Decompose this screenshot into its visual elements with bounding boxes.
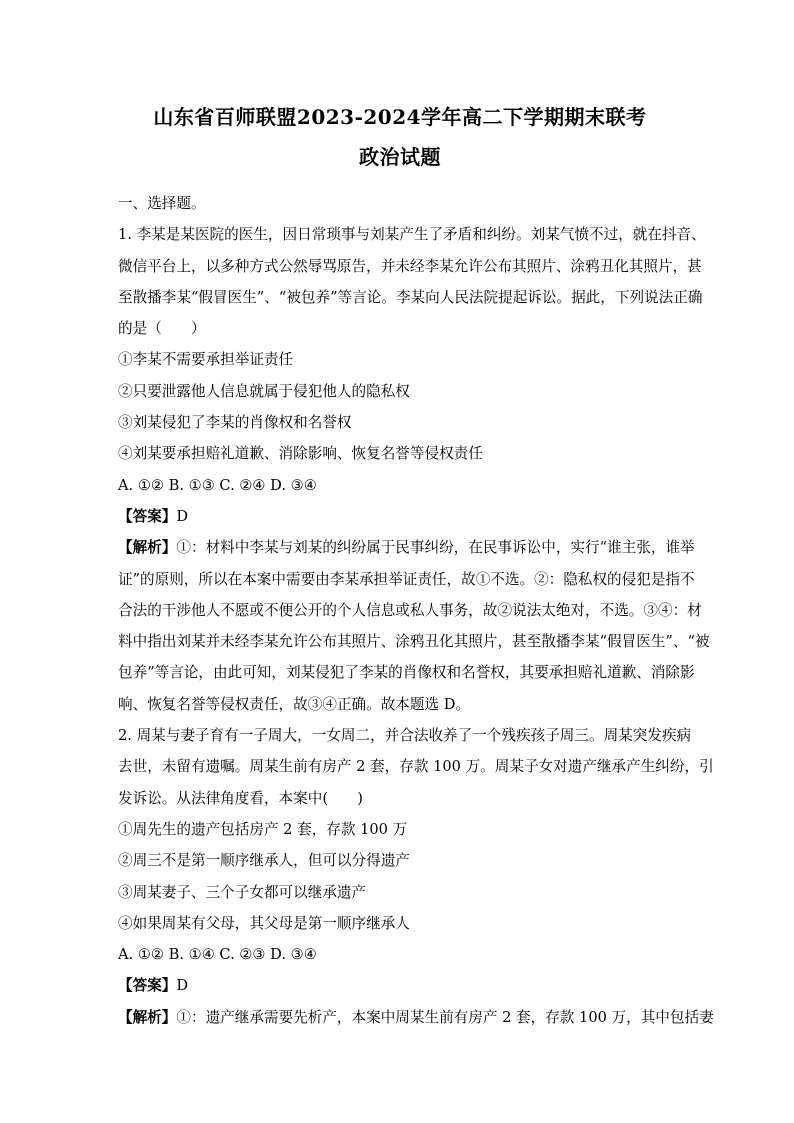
question-stem-line: 微信平台上，以多种方式公然辱骂原告，并未经李某允许公布其照片、涂鸦丑化其照片，甚 — [118, 257, 702, 275]
answer-value: D — [176, 977, 189, 995]
question-stem-line: 至散播李某“假冒医生”、“被包养”等言论。李某向人民法院提起诉讼。据此，下列说法正确 — [118, 288, 703, 306]
analysis-text: ①：遗产继承需要先析产，本案中周某生前有房产 2 套，存款 100 万，其中包括妻 — [176, 1008, 714, 1026]
analysis-tag: 【解析】 — [118, 1008, 177, 1026]
answer-line — [118, 501, 682, 532]
answer-options: A. ①② B. ①④ C. ②③ D. ③④ — [118, 946, 317, 964]
question-stem-line: 的是（ ） — [118, 320, 206, 338]
statement-1: ①李某不需要承担举证责任 — [118, 351, 294, 369]
analysis-tag: 【解析】 — [118, 539, 177, 557]
question-1 — [118, 219, 710, 720]
question-2 — [118, 720, 714, 1033]
statement-3: ③刘某侵犯了李某的肖像权和名誉权 — [118, 414, 352, 432]
analysis-line: 响、恢复名誉等侵权责任，故③④正确。故本题选 D。 — [118, 695, 470, 713]
analysis-text: ①：材料中李某与刘某的纠纷属于民事纠纷，在民事诉讼中，实行“谁主张，谁举 — [176, 539, 695, 557]
analysis-line: 合法的干涉他人不愿或不便公开的个人信息或私人事务，故②说法太绝对，不选。③④：材 — [118, 601, 702, 619]
document-title: 山东省百师联盟2023-2024学年高二下学期期末联考 — [153, 105, 647, 129]
analysis-line — [118, 532, 695, 563]
question-stem-line: 2. 周某与妻子育有一子周大，一女周二，并合法收养了一个残疾孩子周三。周某突发疾病 — [118, 727, 692, 745]
statement-4: ④如果周某有父母，其父母是第一顺序继承人 — [118, 914, 410, 932]
document-subtitle: 政治试题 — [359, 145, 441, 169]
answer-value: D — [176, 507, 189, 525]
statement-1: ①周先生的遗产包括房产 2 套，存款 100 万 — [118, 820, 408, 838]
statement-3: ③周某妻子、三个子女都可以继承遗产 — [118, 883, 367, 901]
answer-tag: 【答案】 — [118, 507, 177, 525]
section-heading: 一、选择题。 — [118, 195, 206, 212]
analysis-line: 料中指出刘某并未经李某允许公布其照片、涂鸦丑化其照片，甚至散播李某“假冒医生”、“被 — [118, 633, 710, 651]
analysis-line: 包养”等言论，由此可知，刘某侵犯了李某的肖像权和名誉权，其要承担赔礼道歉、消除影 — [118, 664, 695, 682]
question-stem-line: 去世，未留有遗嘱。周某生前有房产 2 套，存款 100 万。周某子女对遗产继承产生纠纷，引 — [118, 758, 714, 776]
statement-2: ②只要泄露他人信息就属于侵犯他人的隐私权 — [118, 382, 410, 400]
statement-4: ④刘某要承担赔礼道歉、消除影响、恢复名誉等侵权责任 — [118, 445, 483, 463]
answer-line — [118, 970, 682, 1001]
answer-options: A. ①② B. ①③ C. ②④ D. ③④ — [118, 476, 317, 494]
answer-tag: 【答案】 — [118, 977, 177, 995]
analysis-line: 证”的原则，所以在本案中需要由李某承担举证责任，故①不选。②：隐私权的侵犯是指不 — [118, 570, 695, 588]
question-stem-line: 1. 李某是某医院的医生，因日常琐事与刘某产生了矛盾和纠纷。刘某气愤不过，就在抖音、 — [118, 226, 706, 244]
question-stem-line: 发诉讼。从法律角度看，本案中( ) — [118, 789, 363, 807]
analysis-line — [118, 1002, 714, 1033]
statement-2: ②周三不是第一顺序继承人，但可以分得遗产 — [118, 852, 410, 870]
